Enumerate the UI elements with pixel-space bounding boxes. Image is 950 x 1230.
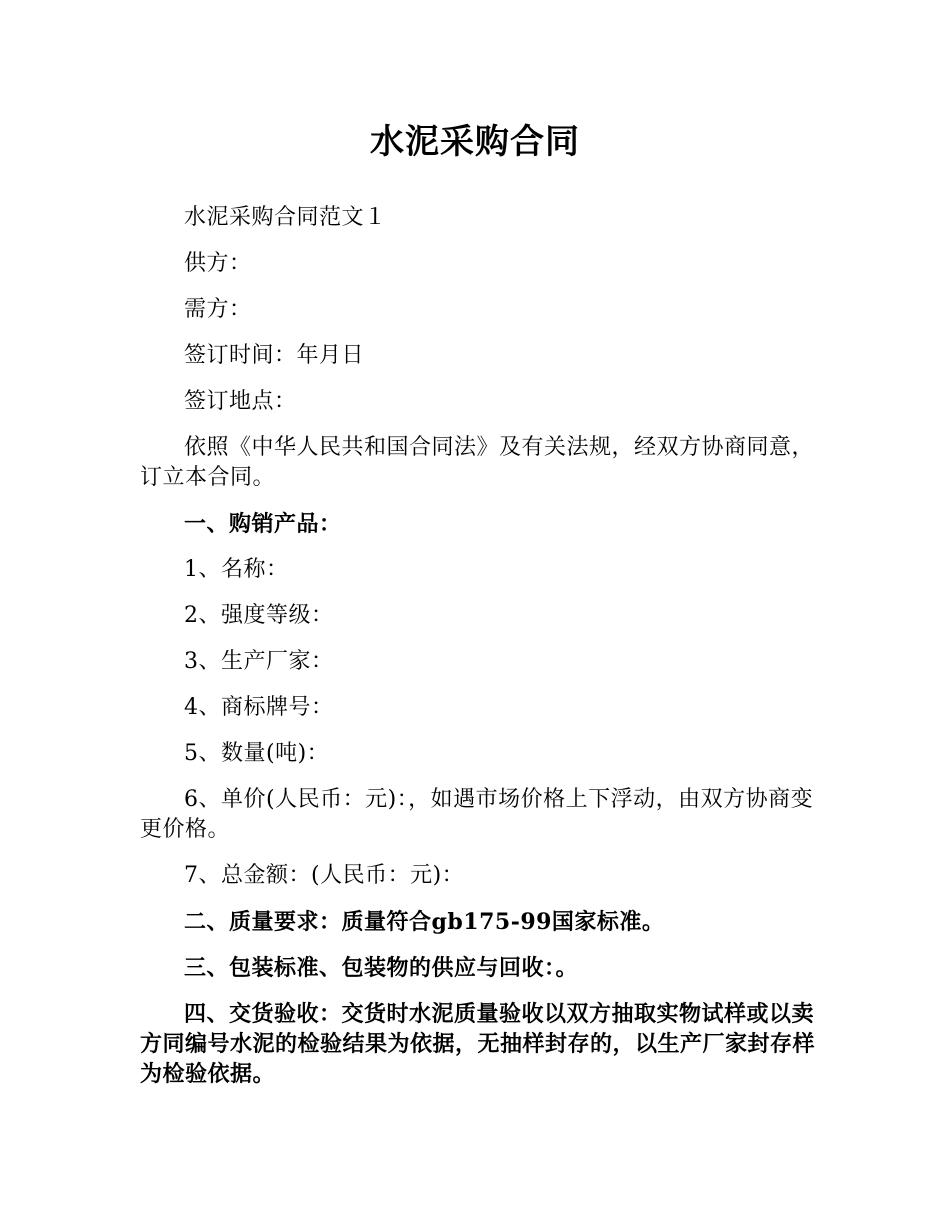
paragraph-intro-title: 水泥采购合同范文１ <box>184 205 387 230</box>
paragraph-buyer: 需方： <box>184 297 252 322</box>
document-body <box>140 203 820 1105</box>
item-quantity: 5、数量(吨)： <box>184 741 330 766</box>
item-brand: 4、商标牌号： <box>184 695 334 720</box>
paragraph-legal-basis: 依照《中华人民共和国合同法》及有关法规，经双方协商同意，订立本合同。 <box>140 435 815 490</box>
item-unit-price: 6、单价(人民币：元)：，如遇市场价格上下浮动，由双方协商变更价格。 <box>140 787 814 842</box>
document-title: 水泥采购合同 <box>370 122 580 162</box>
paragraph-signing-time: 签订时间：年月日 <box>184 343 365 368</box>
section-heading-products: 一、购销产品： <box>184 511 342 537</box>
paragraph-supplier: 供方： <box>184 251 252 276</box>
paragraph-signing-place: 签订地点： <box>184 389 297 414</box>
item-total-amount: 7、总金额：(人民币：元)： <box>184 863 465 888</box>
item-name: 1、名称： <box>184 557 289 582</box>
section-heading-delivery: 四、交货验收：交货时水泥质量验收以双方抽取实物试样或以卖方同编号水泥的检验结果为依据，无抽样封存的，以生产厂家封存样为检验依据。 <box>140 1001 816 1087</box>
section-heading-quality: 二、质量要求：质量符合gb175-99国家标准。 <box>184 909 665 935</box>
section-heading-packaging: 三、包装标准、包装物的供应与回收：。 <box>184 955 579 981</box>
item-manufacturer: 3、生产厂家： <box>184 649 334 674</box>
item-strength-grade: 2、强度等级： <box>184 603 334 628</box>
